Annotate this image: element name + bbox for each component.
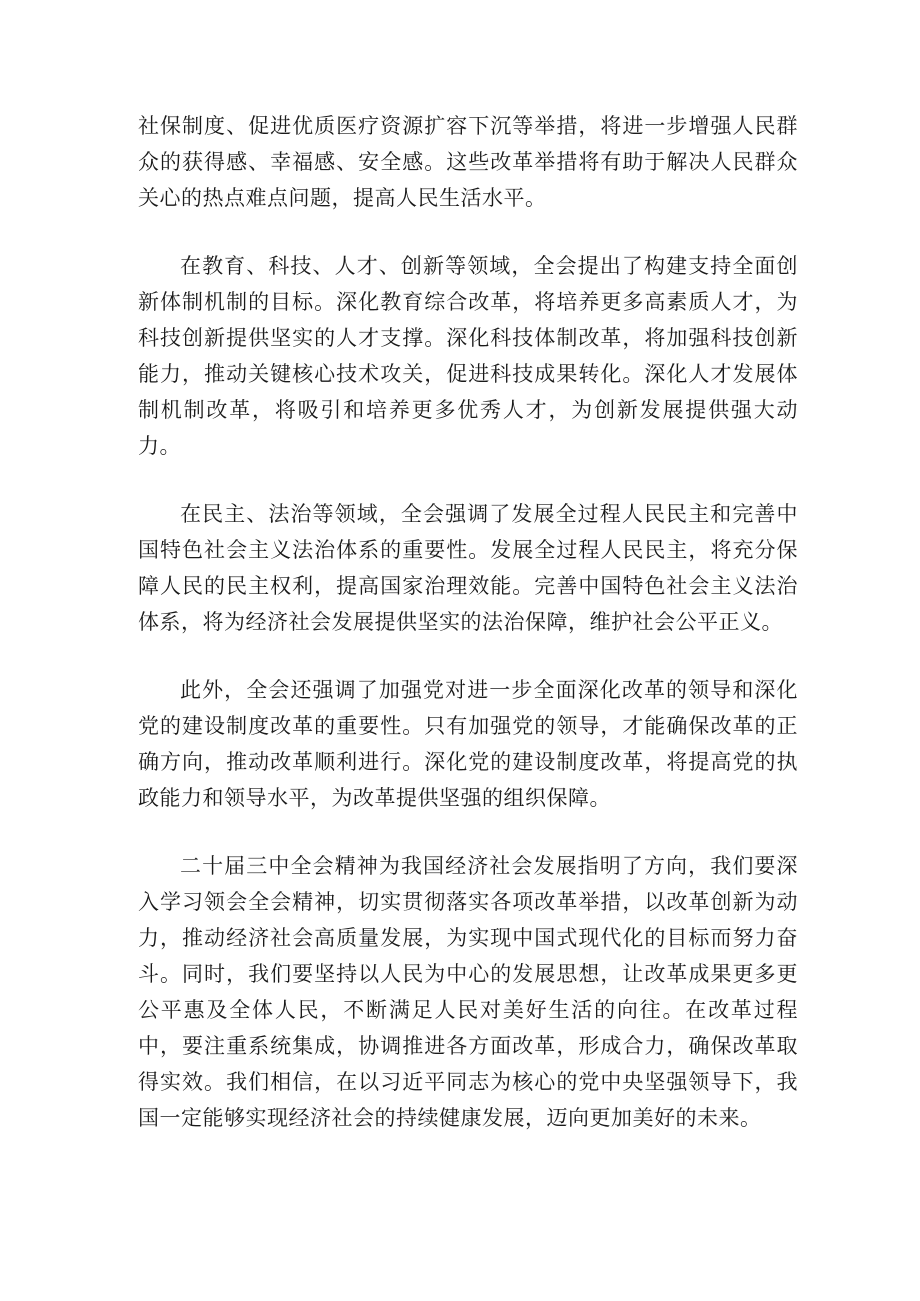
paragraph-party-leadership: 此外，全会还强调了加强党对进一步全面深化改革的领导和深化党的建设制度改革的重要性。只有加强党的领导，才能确保改革的正确方向，推动改革顺利进行。深化党的建设制度改革，将提高党的执政能力和领导水平，为改革提供坚强的组织保障。 [138,678,798,810]
paragraph-democracy-law: 在民主、法治等领域，全会强调了发展全过程人民民主和完善中国特色社会主义法治体系的重要性。发展全过程人民民主，将充分保障人民的民主权利，提高国家治理效能。完善中国特色社会主义法治体系，将为经济社会发展提供坚实的法治保障，维护社会公平正义。 [138,502,798,634]
document-body [138,108,798,1168]
paragraph-conclusion: 二十届三中全会精神为我国经济社会发展指明了方向，我们要深入学习领会全会精神，切实贯彻落实各项改革举措，以改革创新为动力，推动经济社会高质量发展，为实现中国式现代化的目标而努力奋斗。同时，我们要坚持以人民为中心的发展思想，让改革成果更多更公平惠及全体人民，不断满足人民对美好生活的向往。在改革过程中，要注重系统集成，协调推进各方面改革，形成合力，确保改革取得实效。我们相信，在以习近平同志为核心的党中央坚强领导下，我国一定能够实现经济社会的持续健康发展，迈向更加美好的未来。 [138,854,798,1130]
paragraph-continuation: 社保制度、促进优质医疗资源扩容下沉等举措，将进一步增强人民群众的获得感、幸福感、安全感。这些改革举措将有助于解决人民群众关心的热点难点问题，提高人民生活水平。 [138,114,798,210]
paragraph-education-tech: 在教育、科技、人才、创新等领域，全会提出了构建支持全面创新体制机制的目标。深化教育综合改革，将培养更多高素质人才，为科技创新提供坚实的人才支撑。深化科技体制改革，将加强科技创新能力，推动关键核心技术攻关，促进科技成果转化。深化人才发展体制机制改革，将吸引和培养更多优秀人才，为创新发展提供强大动力。 [138,254,798,458]
